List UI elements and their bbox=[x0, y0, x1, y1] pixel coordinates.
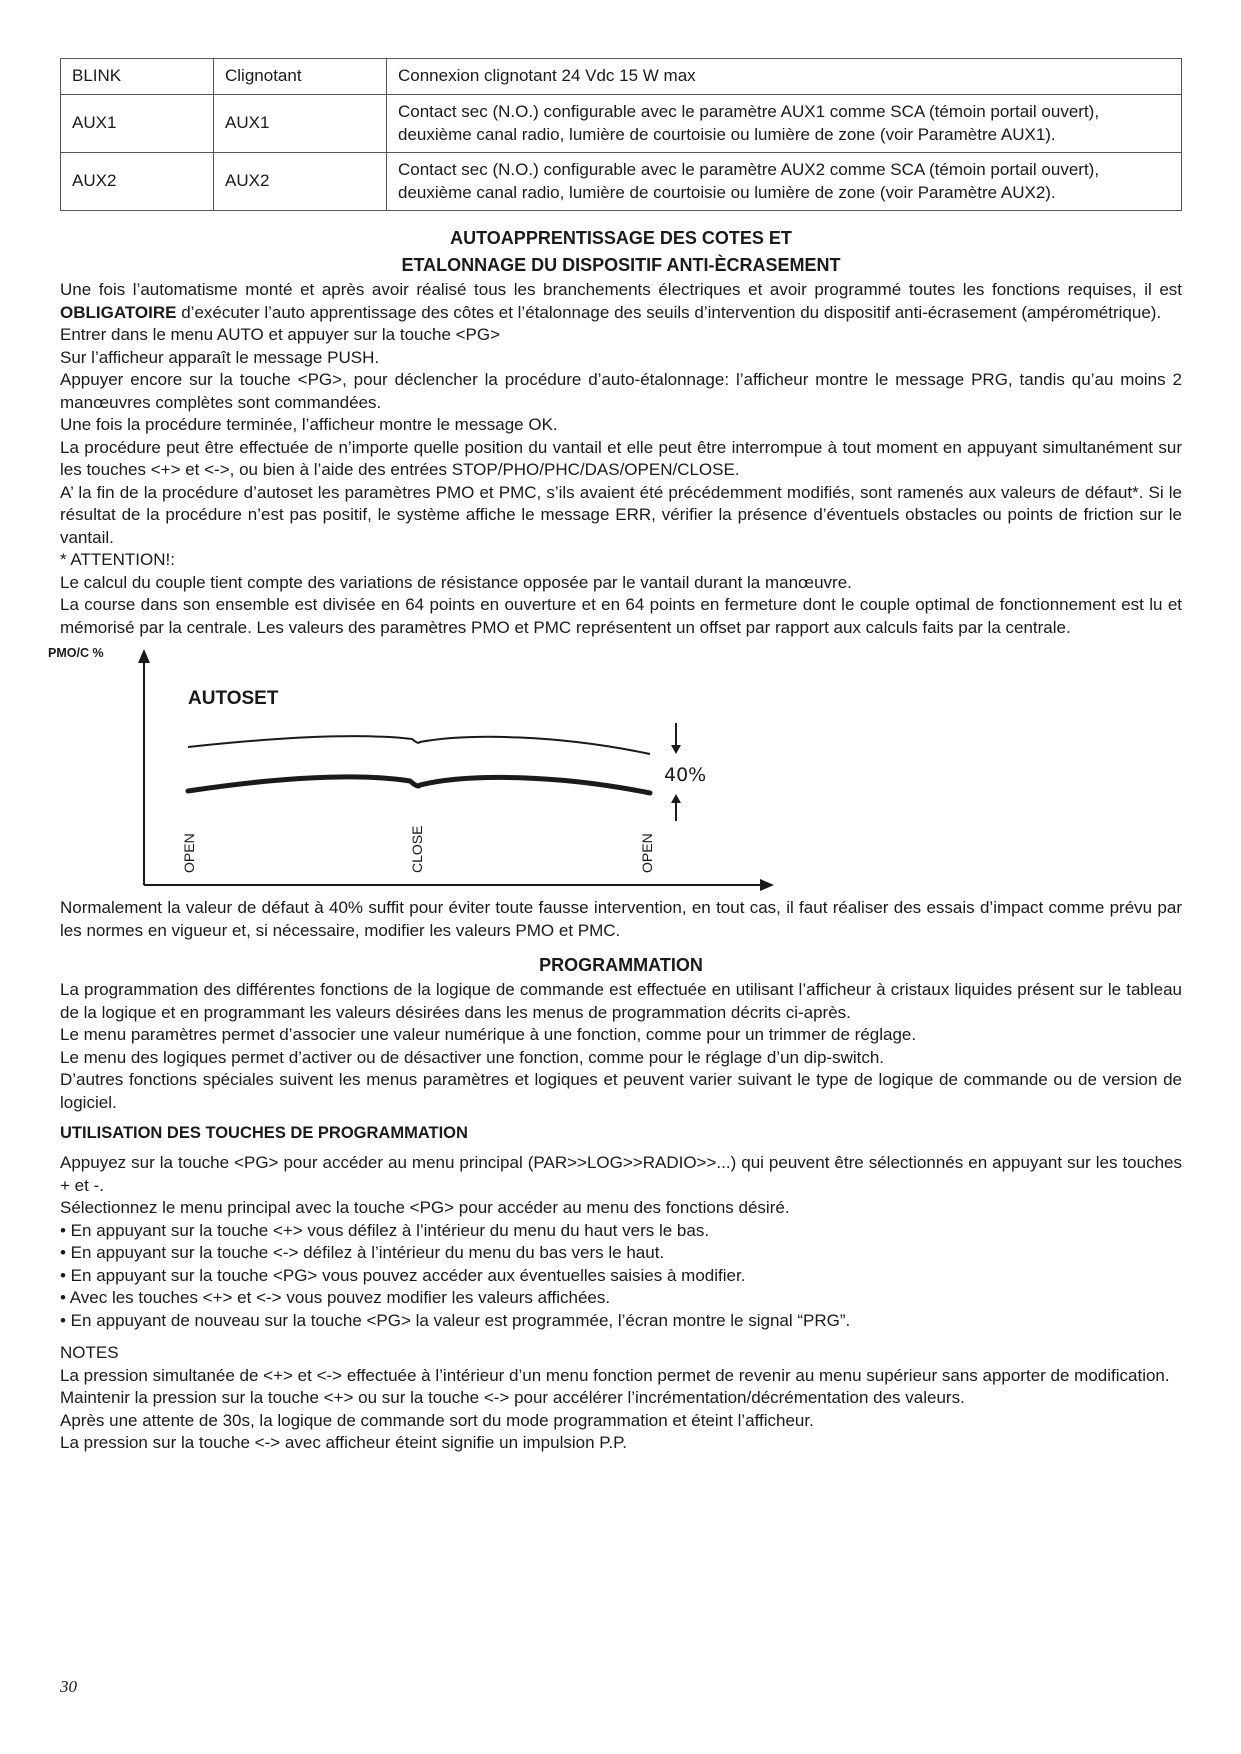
text-run: d’exécuter l’auto apprentissage des côtes et l’étalonnage des seuils d’intervention du dispositif anti-écrasement (ampérométrique). bbox=[176, 302, 1162, 322]
autoset-diagram-svg bbox=[48, 641, 780, 891]
notes-title: NOTES bbox=[60, 1343, 119, 1362]
section-title: AUTOAPPRENTISSAGE DES COTES ET bbox=[450, 228, 792, 248]
paragraph: Sur l’afficheur apparaît le message PUSH. bbox=[60, 347, 380, 367]
paragraph: Le menu des logiques permet d’activer ou de désactiver une fonction, comme pour le réglage d’un dip-switch. bbox=[60, 1047, 885, 1067]
paragraph: Normalement la valeur de défaut à 40% suffit pour éviter toute fausse intervention, en tout cas, il faut réaliser des essais d’impact comme prévu par les normes en vigueur et, si nécessaire, modifier les valeurs PMO et PMC. bbox=[60, 898, 1182, 940]
paragraph: Appuyer encore sur la touche <PG>, pour déclencher la procédure d’auto-étalonnage: l’afficheur montre le message PRG, tandis qu’au moins 2 manœuvres complètes sont commandées. bbox=[60, 370, 1182, 412]
paragraph: Le calcul du couple tient compte des variations de résistance opposée par le vantail durant la manœuvre. bbox=[60, 572, 852, 592]
table-cell: AUX2 bbox=[61, 153, 214, 211]
connections-table bbox=[60, 58, 1182, 211]
paragraph: La pression simultanée de <+> et <-> effectuée à l’intérieur d’un menu fonction permet de revenir au menu supérieur sans apporter de modification. bbox=[60, 1365, 1170, 1385]
x-label-close: CLOSE bbox=[409, 825, 425, 873]
x-axis-arrow bbox=[760, 879, 774, 891]
bullet-item: • En appuyant sur la touche <-> défilez à l’intérieur du menu du bas vers le haut. bbox=[60, 1243, 665, 1262]
paragraph: * ATTENTION!: bbox=[60, 550, 175, 569]
table-cell: Connexion clignotant 24 Vdc 15 W max bbox=[387, 59, 1182, 95]
paragraph: Après une attente de 30s, la logique de commande sort du mode programmation et éteint l’afficheur. bbox=[60, 1410, 814, 1430]
x-label-open-end: OPEN bbox=[639, 833, 655, 873]
subsection-title: UTILISATION DES TOUCHES DE PROGRAMMATION bbox=[60, 1124, 468, 1142]
down-arrow-head bbox=[671, 745, 681, 754]
lower-curve bbox=[188, 777, 650, 793]
bullet-item: • En appuyant de nouveau sur la touche <PG> la valeur est programmée, l’écran montre le signal “PRG”. bbox=[60, 1310, 851, 1330]
paragraph: Entrer dans le menu AUTO et appuyer sur la touche <PG> bbox=[60, 325, 501, 344]
cell-line: deuxième canal radio, lumière de courtoisie ou lumière de zone (voir Paramètre AUX2). bbox=[398, 182, 1056, 202]
paragraph: Le menu paramètres permet d’associer une valeur numérique à une fonction, comme pour un trimmer de réglage. bbox=[60, 1025, 917, 1044]
page-content bbox=[48, 58, 1182, 1455]
table-cell bbox=[387, 153, 1182, 211]
autoset-diagram bbox=[48, 641, 780, 891]
bold-text: OBLIGATOIRE bbox=[60, 302, 177, 322]
table-cell: AUX1 bbox=[61, 95, 214, 153]
paragraph: Maintenir la pression sur la touche <+> ou sur la touche <-> pour accélérer l’incrémentation/décrémentation des valeurs. bbox=[60, 1388, 965, 1407]
paragraph: La procédure peut être effectuée de n’importe quelle position du vantail et elle peut être interrompue à tout moment en appuyant simultanément sur les touches <+> et <->, ou bien à l’aide des entrées STOP/PHO/PHC/DAS/OPEN/CLOSE. bbox=[60, 437, 1182, 479]
table-row bbox=[61, 153, 1182, 211]
bullet-item: • En appuyant sur la touche <PG> vous pouvez accéder aux éventuelles saisies à modifier. bbox=[60, 1265, 746, 1285]
cell-line: Contact sec (N.O.) configurable avec le paramètre AUX2 comme SCA (témoin portail ouvert), bbox=[398, 160, 1100, 180]
page-number: 30 bbox=[60, 1677, 77, 1696]
table-cell: AUX1 bbox=[214, 95, 387, 153]
table-cell: AUX2 bbox=[214, 153, 387, 211]
paragraph: La programmation des différentes fonctions de la logique de commande est effectuée en utilisant l’afficheur à cristaux liquides présent sur le tableau de la logique et en programmant les valeurs désirées dans les menus de programmation décrits ci-après. bbox=[60, 980, 1182, 1022]
cell-line: deuxième canal radio, lumière de courtoisie ou lumière de zone (voir Paramètre AUX1). bbox=[398, 124, 1056, 144]
section-title: PROGRAMMATION bbox=[539, 955, 703, 975]
table-row bbox=[61, 95, 1182, 153]
paragraph: Une fois la procédure terminée, l’afficheur montre le message OK. bbox=[60, 415, 558, 434]
paragraph: La course dans son ensemble est divisée en 64 points en ouverture et en 64 points en fermeture dont le couple optimal de fonctionnement est lu et mémorisé par la centrale. Les valeurs des paramètres PMO et PMC représentent un offset par rapport aux calculs faits par la centrale. bbox=[60, 595, 1182, 637]
paragraph: Sélectionnez le menu principal avec la touche <PG> pour accéder au menu des fonctions désiré. bbox=[60, 1198, 790, 1217]
up-arrow-head bbox=[671, 794, 681, 803]
chart-title: AUTOSET bbox=[188, 688, 279, 709]
paragraph: A’ la fin de la procédure d’autoset les paramètres PMO et PMC, s’ils avaient été précédemment modifiés, sont ramenés aux valeurs de défaut*. Si le résultat de la procédure n’est pas positif, le système affiche le message ERR, vérifier la présence d’éventuels obstacles ou points de friction sur le vantail. bbox=[60, 482, 1182, 547]
offset-label: 40% bbox=[664, 764, 707, 786]
paragraph: Appuyez sur la touche <PG> pour accéder au menu principal (PAR>>LOG>>RADIO>>...) qui peuvent être sélectionnés en appuyant sur les touches + et -. bbox=[60, 1153, 1182, 1195]
table-row bbox=[61, 59, 1182, 95]
y-axis-label: PMO/C % bbox=[48, 646, 104, 660]
paragraph: La pression sur la touche <-> avec afficheur éteint signifie un impulsion P.P. bbox=[60, 1433, 628, 1452]
bullet-item: • En appuyant sur la touche <+> vous défilez à l’intérieur du menu du haut vers le bas. bbox=[60, 1220, 710, 1240]
upper-curve bbox=[188, 736, 650, 754]
paragraph: D’autres fonctions spéciales suivent les menus paramètres et logiques et peuvent varier suivant le type de logique de commande ou de version de logiciel. bbox=[60, 1070, 1182, 1112]
table-cell: BLINK bbox=[61, 59, 214, 95]
table-cell bbox=[387, 95, 1182, 153]
x-label-open-start: OPEN bbox=[181, 833, 197, 873]
cell-line: Contact sec (N.O.) configurable avec le paramètre AUX1 comme SCA (témoin portail ouvert), bbox=[398, 102, 1100, 122]
section-title: ETALONNAGE DU DISPOSITIF ANTI-ÈCRASEMENT bbox=[401, 255, 841, 275]
paragraph bbox=[60, 279, 1182, 324]
table-cell: Clignotant bbox=[214, 59, 387, 95]
bullet-item: • Avec les touches <+> et <-> vous pouvez modifier les valeurs affichées. bbox=[60, 1288, 611, 1307]
y-axis-arrow bbox=[138, 649, 150, 663]
text-run: Une fois l’automatisme monté et après avoir réalisé tous les branchements électriques et avoir programmé toutes les fonctions requises, il est bbox=[60, 280, 1182, 299]
